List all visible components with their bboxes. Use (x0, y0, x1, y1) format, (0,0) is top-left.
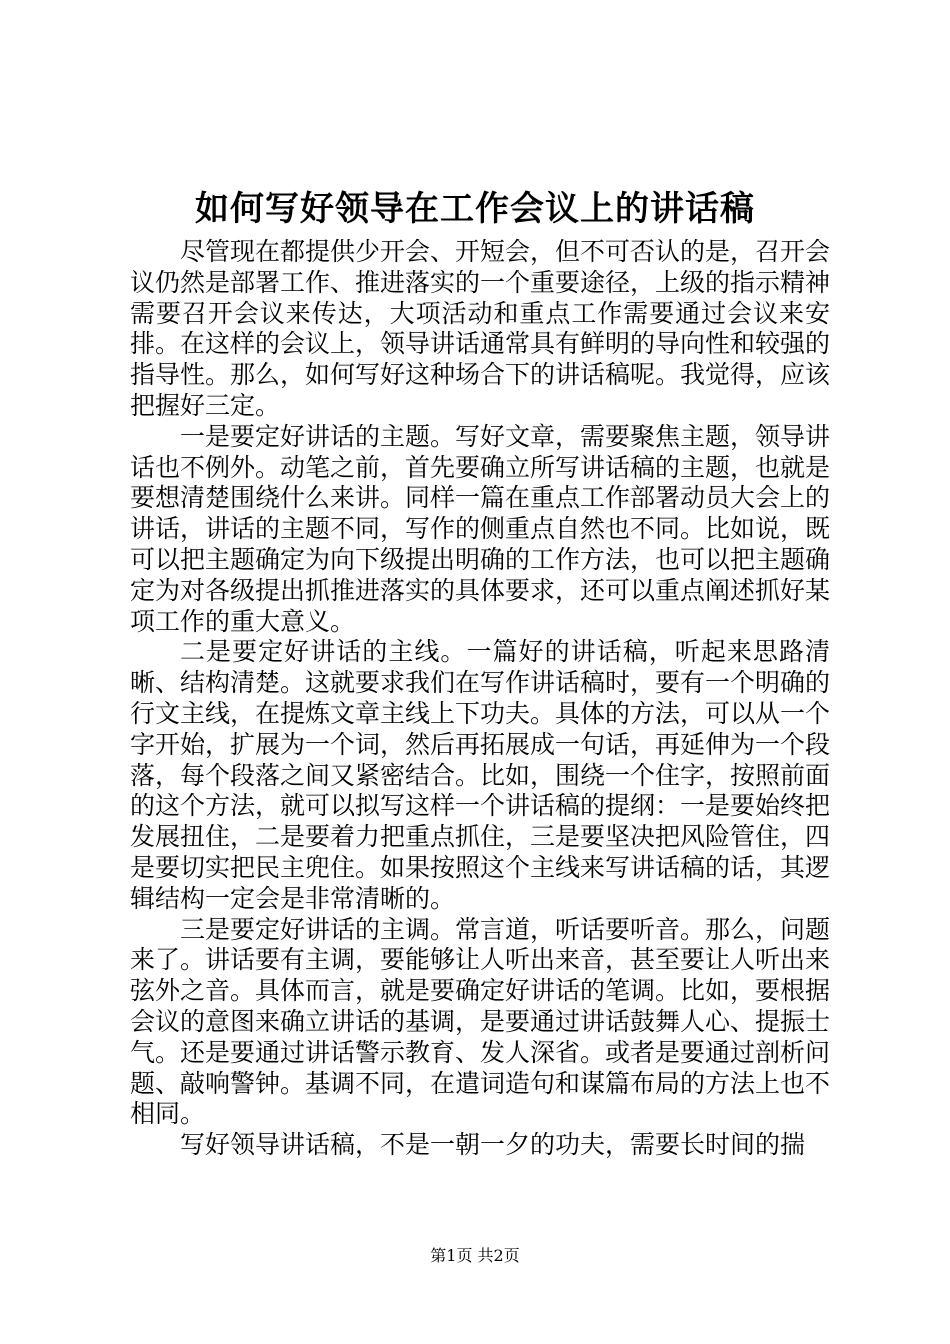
paragraph-mainline: 二是要定好讲话的主线。一篇好的讲话稿，听起来思路清晰、结构清楚。这就要求我们在写作讲话稿时，要有一个明确的行文主线，在提炼文章主线上下功夫。具体的方法，可以从一个字开始，扩展为一个词，然后再拓展成一句话，再延伸为一个段落，每个段落之间又紧密结合。比如，围绕一个住字，按照前面的这个方法，就可以拟写这样一个讲话稿的提纲：一是要始终把发展扭住，二是要着力把重点抓住，三是要坚决把风险管住，四是要切实把民主兜住。如果按照这个主线来写讲话稿的话，其逻辑结构一定会是非常清晰的。 (130, 637, 831, 913)
document-title: 如何写好领导在工作会议上的讲话稿 (195, 189, 755, 229)
page-number-footer: 第1页 共2页 (430, 1246, 520, 1265)
paragraph-intro: 尽管现在都提供少开会、开短会，但不可否认的是，召开会议仍然是部署工作、推进落实的一个重要途径，上级的指示精神需要召开会议来传达，大项活动和重点工作需要通过会议来安排。在这样的会议上，领导讲话通常具有鲜明的导向性和较强的指导性。那么，如何写好这种场合下的讲话稿呢。我觉得，应该把握好三定。 (130, 237, 831, 420)
paragraph-tone: 三是要定好讲话的主调。常言道，听话要听音。那么，问题来了。讲话要有主调，要能够让人听出来音，甚至要让人听出来弦外之音。具体而言，就是要确定好讲话的笔调。比如，要根据会议的意图来确立讲话的基调，是要通过讲话鼓舞人心、提振士气。还是要通过讲话警示教育、发人深省。或者是要通过剖析问题、敲响警钟。基调不同，在遣词造句和谋篇布局的方法上也不相同。 (130, 914, 831, 1129)
paragraph-closing: 写好领导讲话稿，不是一朝一夕的功夫，需要长时间的揣 (180, 1130, 806, 1160)
document-body (130, 237, 830, 1161)
paragraph-theme: 一是要定好讲话的主题。写好文章，需要聚焦主题，领导讲话也不例外。动笔之前，首先要确立所写讲话稿的主题，也就是要想清楚围绕什么来讲。同样一篇在重点工作部署动员大会上的讲话，讲话的主题不同，写作的侧重点自然也不同。比如说，既可以把主题确定为向下级提出明确的工作方法，也可以把主题确定为对各级提出抓推进落实的具体要求，还可以重点阐述抓好某项工作的重大意义。 (130, 421, 831, 636)
